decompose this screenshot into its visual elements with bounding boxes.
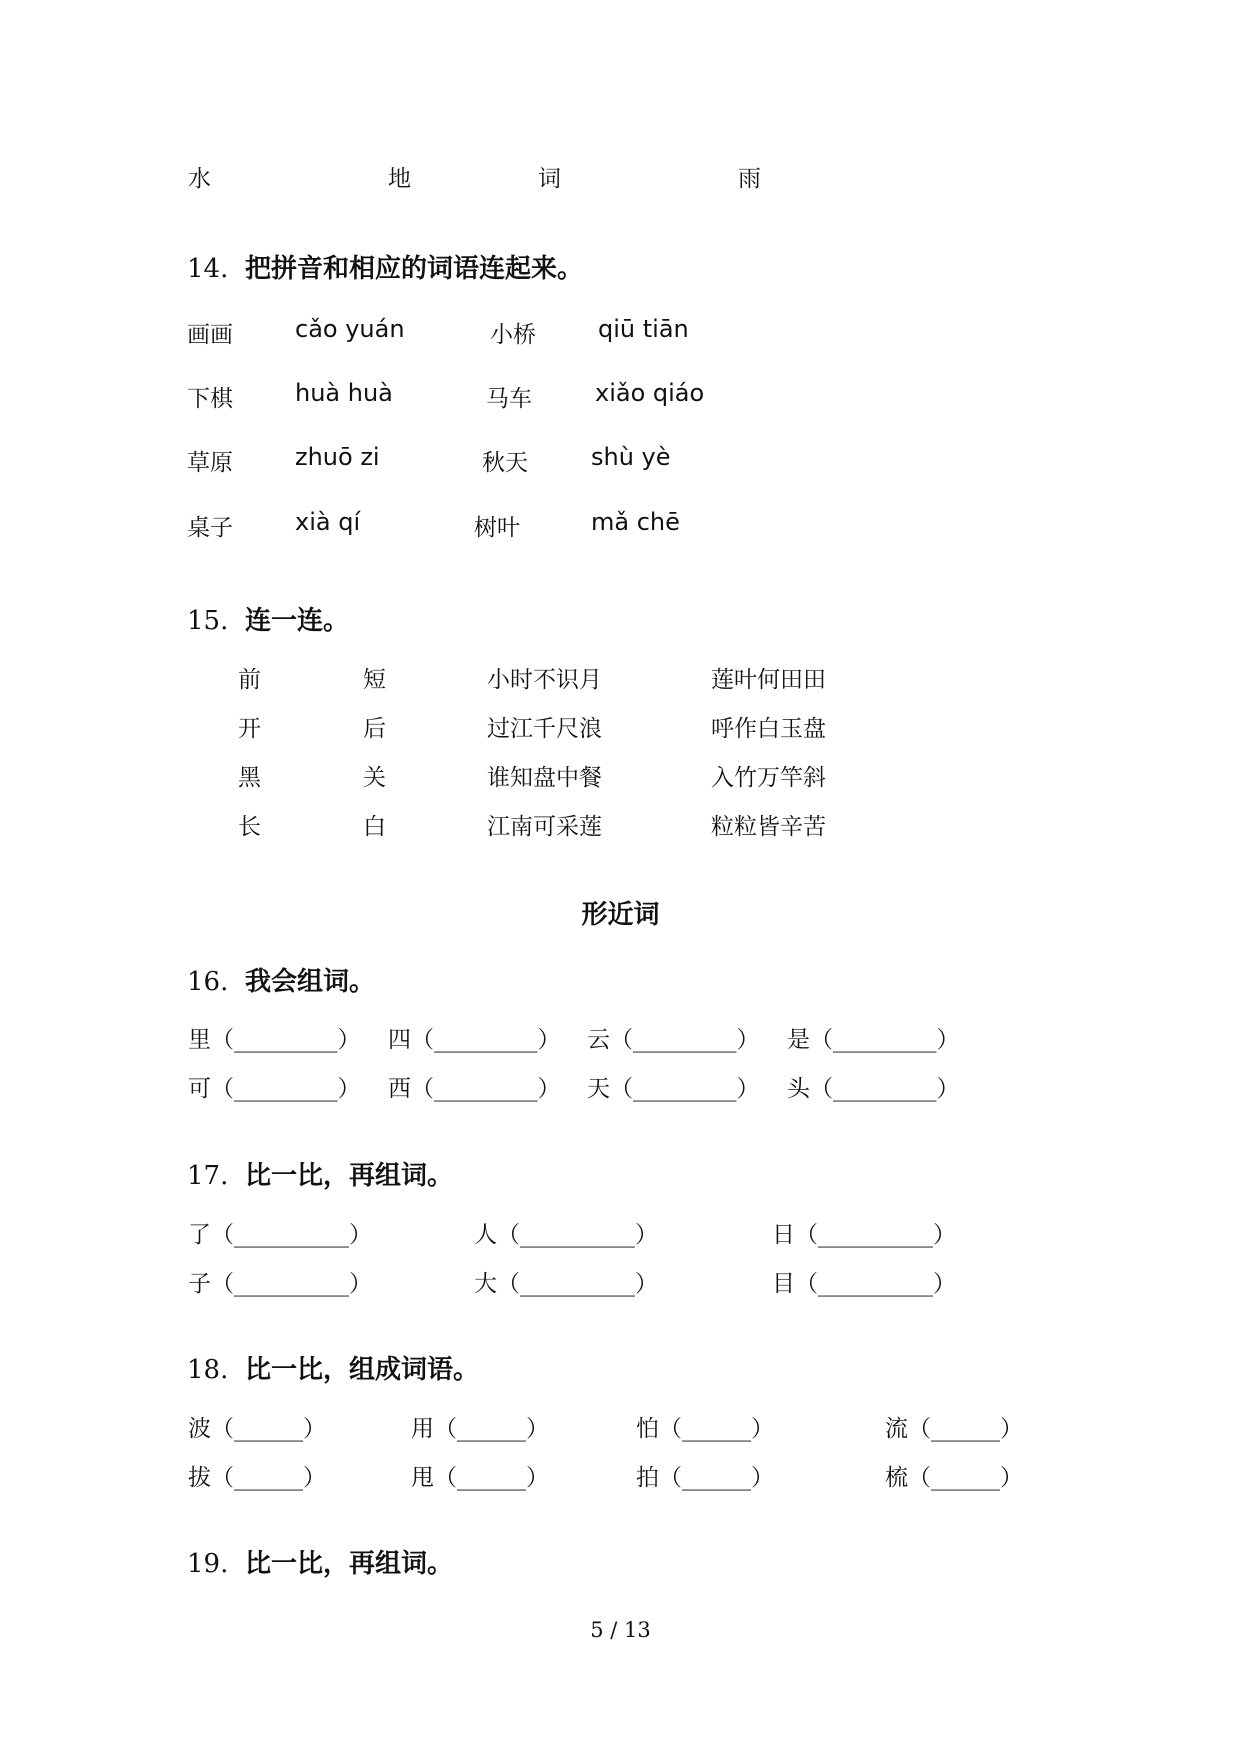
q16-title: 我会组词。 [245, 967, 376, 997]
q14-word: 树叶 [474, 515, 520, 541]
q15-cell: 粒粒皆辛苦 [711, 814, 826, 840]
q16-blank: 天（_________） [587, 1076, 760, 1102]
q18-blank: 梳（______） [885, 1465, 1023, 1491]
q15-title: 连一连。 [245, 606, 350, 636]
q18-blank: 波（______） [188, 1416, 326, 1442]
top-char: 地 [388, 166, 411, 192]
q14-pinyin: cǎo yuán [295, 315, 405, 343]
q15-cell: 关 [363, 765, 386, 791]
q14-word: 马车 [486, 386, 532, 412]
q14-pinyin: qiū tiān [598, 315, 689, 343]
q17-blank: 目（__________） [772, 1271, 956, 1297]
top-char: 水 [188, 166, 211, 192]
q16-blank: 四（_________） [388, 1027, 561, 1053]
q16-blank: 头（_________） [787, 1076, 960, 1102]
q15-cell: 长 [238, 814, 261, 840]
q18-heading [187, 1349, 479, 1386]
q18-blank: 甩（______） [411, 1465, 549, 1491]
q15-cell: 江南可采莲 [487, 814, 602, 840]
q14-pinyin: huà huà [295, 379, 393, 407]
q18-blank: 流（______） [885, 1416, 1023, 1442]
q15-cell: 呼作白玉盘 [711, 716, 826, 742]
q18-number: 18. [187, 1355, 229, 1385]
q18-title: 比一比，组成词语。 [245, 1355, 480, 1385]
q15-number: 15. [187, 606, 229, 636]
q14-word: 草原 [187, 450, 233, 476]
q17-blank: 了（__________） [188, 1222, 372, 1248]
q16-blank: 云（_________） [587, 1027, 760, 1053]
q16-heading [187, 961, 375, 998]
q16-blank: 可（_________） [188, 1076, 361, 1102]
q19-number: 19. [187, 1549, 229, 1579]
q14-number: 14. [187, 254, 229, 284]
q17-heading [187, 1155, 453, 1192]
q16-blank: 是（_________） [787, 1027, 960, 1053]
q17-title: 比一比，再组词。 [245, 1161, 454, 1191]
q14-pinyin: xià qí [295, 508, 361, 536]
q16-number: 16. [187, 967, 229, 997]
q17-blank: 人（__________） [474, 1222, 658, 1248]
q15-cell: 过江千尺浪 [487, 716, 602, 742]
q15-cell: 短 [363, 667, 386, 693]
q15-cell: 后 [363, 716, 386, 742]
q14-heading [187, 248, 583, 285]
q15-cell: 莲叶何田田 [711, 667, 826, 693]
q14-pinyin: mǎ chē [591, 508, 680, 536]
page-number: 5 / 13 [590, 1618, 651, 1642]
section-title: 形近词 [581, 900, 660, 930]
q17-number: 17. [187, 1161, 229, 1191]
top-char: 词 [538, 166, 561, 192]
q17-blank: 子（__________） [188, 1271, 372, 1297]
q18-blank: 拔（______） [188, 1465, 326, 1491]
q14-word: 画画 [187, 322, 233, 348]
q18-blank: 用（______） [411, 1416, 549, 1442]
q15-cell: 白 [363, 814, 386, 840]
q16-blank: 里（_________） [188, 1027, 361, 1053]
q18-blank: 拍（______） [636, 1465, 774, 1491]
q19-title: 比一比，再组词。 [245, 1549, 454, 1579]
q15-cell: 入竹万竿斜 [711, 765, 826, 791]
q15-cell: 前 [238, 667, 261, 693]
q15-cell: 谁知盘中餐 [487, 765, 602, 791]
q15-cell: 开 [238, 716, 261, 742]
q15-heading [187, 600, 349, 637]
q15-cell: 黑 [238, 765, 261, 791]
q19-heading [187, 1543, 453, 1580]
q14-pinyin: shù yè [591, 443, 671, 471]
top-char: 雨 [738, 166, 761, 192]
q16-blank: 西（_________） [388, 1076, 561, 1102]
q15-cell: 小时不识月 [487, 667, 602, 693]
q17-blank: 大（__________） [474, 1271, 658, 1297]
q14-pinyin: zhuō zi [295, 443, 380, 471]
q14-word: 下棋 [187, 386, 233, 412]
q17-blank: 日（__________） [772, 1222, 956, 1248]
q14-word: 秋天 [482, 450, 528, 476]
q14-word: 桌子 [187, 515, 233, 541]
q14-pinyin: xiǎo qiáo [595, 379, 705, 407]
q14-word: 小桥 [490, 322, 536, 348]
q18-blank: 怕（______） [636, 1416, 774, 1442]
q14-title: 把拼音和相应的词语连起来。 [245, 254, 584, 284]
